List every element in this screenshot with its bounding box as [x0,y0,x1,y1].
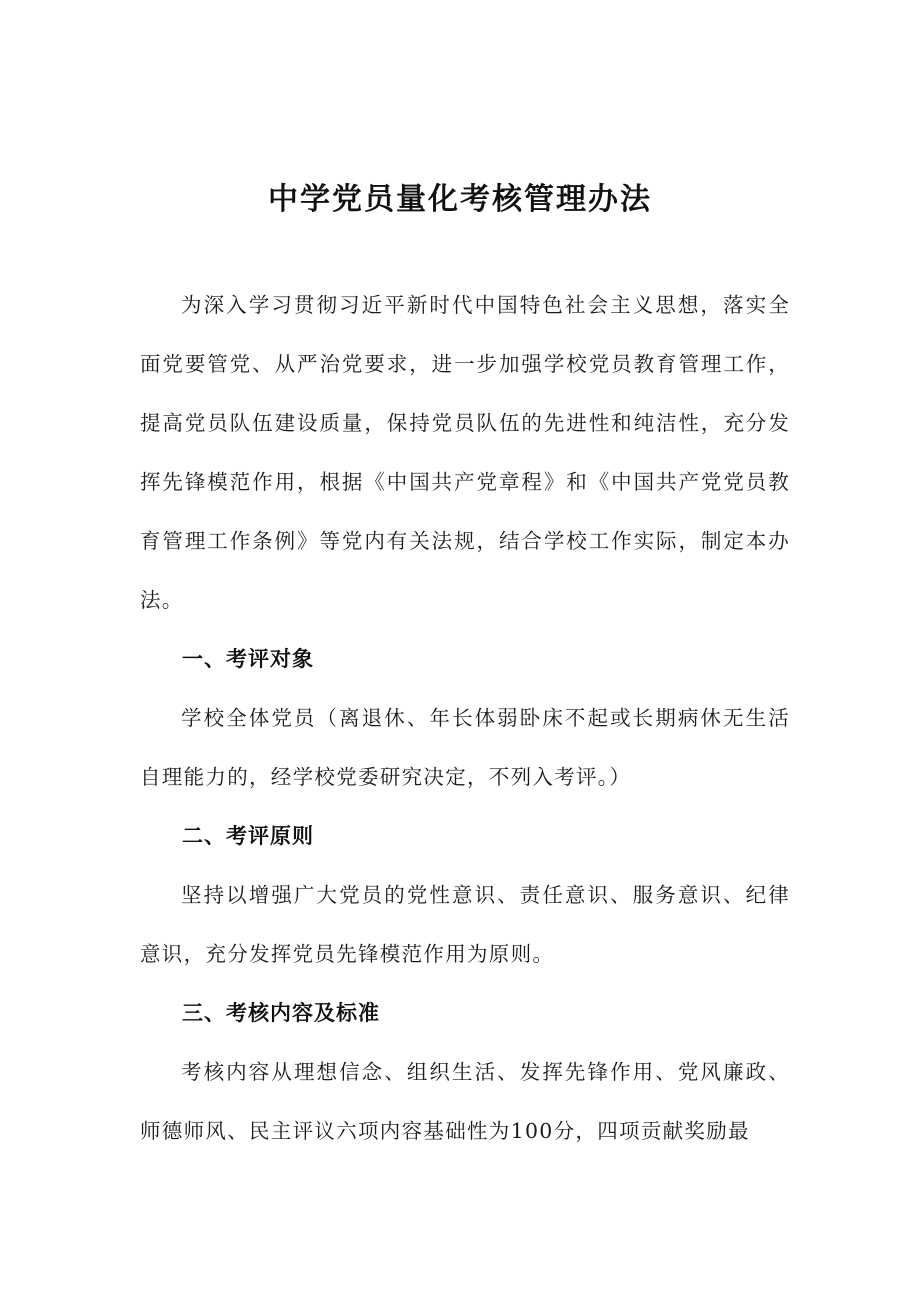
section-paragraph-1: 学校全体党员（离退休、年长体弱卧床不起或长期病休无生活自理能力的，经学校党委研究决定，不列入考评。） [140,706,790,789]
section-heading-1: 一、考评对象 [182,647,314,671]
document-title: 中学党员量化考核管理办法 [268,182,652,217]
section-paragraph-2: 坚持以增强广大党员的党性意识、责任意识、服务意识、纪律意识，充分发挥党员先锋模范作用为原则。 [140,883,790,966]
document-body [140,276,790,1161]
intro-paragraph: 为深入学习贯彻习近平新时代中国特色社会主义思想，落实全面党要管党、从严治党要求，进一步加强学校党员教育管理工作，提高党员队伍建设质量，保持党员队伍的先进性和纯洁性，充分发挥先锋模范作用，根据《中国共产党章程》和《中国共产党党员教育管理工作条例》等党内有关法规，结合学校工作实际，制定本办法。 [140,293,790,612]
section-heading-2: 二、考评原则 [182,824,314,848]
section-paragraph-3: 考核内容从理想信念、组织生活、发挥先锋作用、党风廉政、师德师风、民主评议六项内容基础性为100分，四项贡献奖励最 [140,1060,790,1143]
section-heading-3: 三、考核内容及标准 [182,1001,380,1025]
